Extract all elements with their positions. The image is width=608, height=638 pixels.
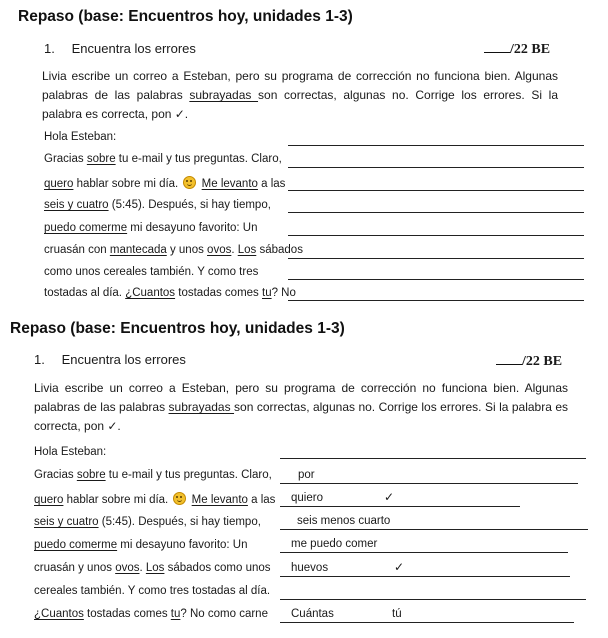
underlined-word: Me levanto <box>191 494 248 506</box>
smiley-icon <box>173 492 186 505</box>
underlined-word: quero <box>44 178 74 190</box>
worksheet-version-a <box>0 0 608 312</box>
score-total: /22 BE <box>510 42 551 57</box>
instructions-underlined: subrayadas <box>189 88 259 102</box>
underlined-word: ¿Cuantos <box>125 287 176 299</box>
answer-line[interactable] <box>288 235 584 236</box>
letter-line-6 <box>34 562 271 574</box>
score-blank[interactable] <box>484 40 510 53</box>
letter-text: Hola Esteban: <box>44 131 117 143</box>
underlined-word: seis y cuatro <box>44 199 109 211</box>
letter-text: tostadas comes <box>175 287 262 299</box>
letter-line-5 <box>44 222 258 234</box>
letter-text: hablar sobre mi día. <box>63 494 172 506</box>
answer-cuantas: Cuántas <box>291 608 334 620</box>
underlined-word: tu <box>262 287 272 299</box>
letter-text: cruasán y unos <box>34 562 116 574</box>
letter-text: a las <box>247 494 276 506</box>
score-blank[interactable] <box>496 352 522 365</box>
instructions-text: Livia escribe un correo a Esteban, pero su programa de corrección no funciona bien. Algunas palabras de las palabras <box>34 381 568 414</box>
underlined-word: seis y cuatro <box>34 516 99 528</box>
underlined-word: Los <box>237 244 257 256</box>
letter-text: tu e-mail y tus preguntas. Claro, <box>115 153 282 165</box>
answer-line[interactable] <box>280 622 574 623</box>
letter-text: Gracias <box>44 153 87 165</box>
letter-text: hablar sobre mi día. <box>73 178 182 190</box>
answer-line[interactable] <box>280 599 586 600</box>
instructions-text: Livia escribe un correo a Esteban, pero su programa de corrección no funciona bien. Algunas palabras de las palabras <box>42 69 558 102</box>
answer-line[interactable] <box>280 576 570 577</box>
letter-line-7 <box>44 266 258 278</box>
instructions-text-end: son correctas, algunas no. Corrige los errores. Si la palabra es correcta, pon ✓. <box>34 400 569 433</box>
check-mark-icon: ✓ <box>394 560 405 574</box>
letter-text: (5:45). Después, si hay tiempo, <box>108 199 271 211</box>
score-field <box>484 40 550 58</box>
answer-seis-menos-cuarto: seis menos cuarto <box>297 515 391 527</box>
answer-line[interactable] <box>280 529 588 530</box>
instructions-text-end: son correctas, algunas no. Corrige los errores. Si la palabra es correcta, pon ✓. <box>42 88 558 121</box>
underlined-word: mantecada <box>109 244 167 256</box>
worksheet-title: Repaso (base: Encuentros hoy, unidades 1-3) <box>18 8 353 25</box>
letter-text: a las <box>257 178 286 190</box>
letter-line-3 <box>44 176 285 190</box>
letter-text: cereales también. Y como tres tostadas al día. <box>34 585 271 597</box>
underlined-word: tu <box>170 608 181 620</box>
underlined-word: puedo comerme <box>44 222 128 234</box>
answer-line[interactable] <box>288 167 584 168</box>
answer-line[interactable] <box>288 279 584 280</box>
letter-text: tu e-mail y tus preguntas. Claro, <box>105 469 272 481</box>
worksheet-version-b <box>0 312 608 638</box>
letter-line-7 <box>34 585 270 597</box>
answer-line[interactable] <box>280 458 586 459</box>
score-total: /22 BE <box>522 354 563 369</box>
answer-me-puedo-comer: me puedo comer <box>291 538 378 550</box>
letter-line-6 <box>44 244 303 256</box>
letter-line-5 <box>34 539 248 551</box>
letter-text: sábados como unos <box>164 562 271 574</box>
letter-text: mi desayuno favorito: Un <box>117 539 248 551</box>
underlined-word: ovos <box>115 562 140 574</box>
letter-text: . <box>139 562 146 574</box>
letter-text: ? No como carne <box>180 608 268 620</box>
underlined-word: Me levanto <box>201 178 258 190</box>
letter-text: . <box>231 244 238 256</box>
underlined-word: sobre <box>86 153 116 165</box>
letter-line-8 <box>44 287 296 299</box>
letter-text: Gracias <box>34 469 77 481</box>
letter-text: mi desayuno favorito: Un <box>127 222 258 234</box>
check-mark-icon: ✓ <box>384 490 395 504</box>
underlined-word: Los <box>145 562 165 574</box>
answer-line[interactable] <box>280 483 578 484</box>
score-field <box>496 352 562 370</box>
answer-line[interactable] <box>288 212 584 213</box>
answer-line[interactable] <box>280 506 520 507</box>
letter-line-2 <box>44 153 282 165</box>
answer-line[interactable] <box>288 145 584 146</box>
question-heading <box>44 41 196 56</box>
answer-line[interactable] <box>288 190 584 191</box>
answer-huevos: huevos <box>291 562 329 574</box>
underlined-word: sobre <box>76 469 106 481</box>
letter-text: y unos <box>166 244 208 256</box>
underlined-word: puedo comerme <box>34 539 118 551</box>
answer-line[interactable] <box>280 552 568 553</box>
worksheet-title: Repaso (base: Encuentros hoy, unidades 1-3) <box>10 320 345 337</box>
letter-line-4 <box>34 516 261 528</box>
question-number: 1. <box>44 41 55 56</box>
question-label: Encuentra los errores <box>61 352 186 367</box>
answer-line[interactable] <box>288 258 584 259</box>
letter-text: tostadas comes <box>83 608 171 620</box>
underlined-word: ovos <box>207 244 232 256</box>
letter-text: ? No <box>271 287 296 299</box>
answer-quiero: quiero <box>291 492 323 504</box>
letter-line-1 <box>44 131 116 143</box>
letter-text: sábados <box>256 244 303 256</box>
letter-line-2 <box>34 469 272 481</box>
instructions-paragraph <box>42 67 558 124</box>
letter-text: (5:45). Después, si hay tiempo, <box>98 516 261 528</box>
question-heading <box>34 352 186 367</box>
letter-line-8 <box>34 608 268 620</box>
question-label: Encuentra los errores <box>71 41 196 56</box>
underlined-word: quero <box>34 494 64 506</box>
underlined-word: ¿Cuantos <box>34 608 84 620</box>
answer-tu: tú <box>392 608 402 620</box>
letter-text: cruasán con <box>44 244 110 256</box>
letter-line-4 <box>44 199 271 211</box>
instructions-underlined: subrayadas <box>168 400 235 414</box>
letter-text: como unos cereales también. Y como tres <box>44 266 259 278</box>
instructions-paragraph <box>34 379 568 436</box>
answer-por: por <box>298 469 315 481</box>
letter-line-1 <box>34 446 106 458</box>
letter-text: Hola Esteban: <box>34 446 107 458</box>
smiley-icon <box>183 176 196 189</box>
answer-line[interactable] <box>288 300 584 301</box>
letter-line-3 <box>34 492 275 506</box>
question-number: 1. <box>34 352 45 367</box>
letter-text: tostadas al día. <box>44 287 126 299</box>
